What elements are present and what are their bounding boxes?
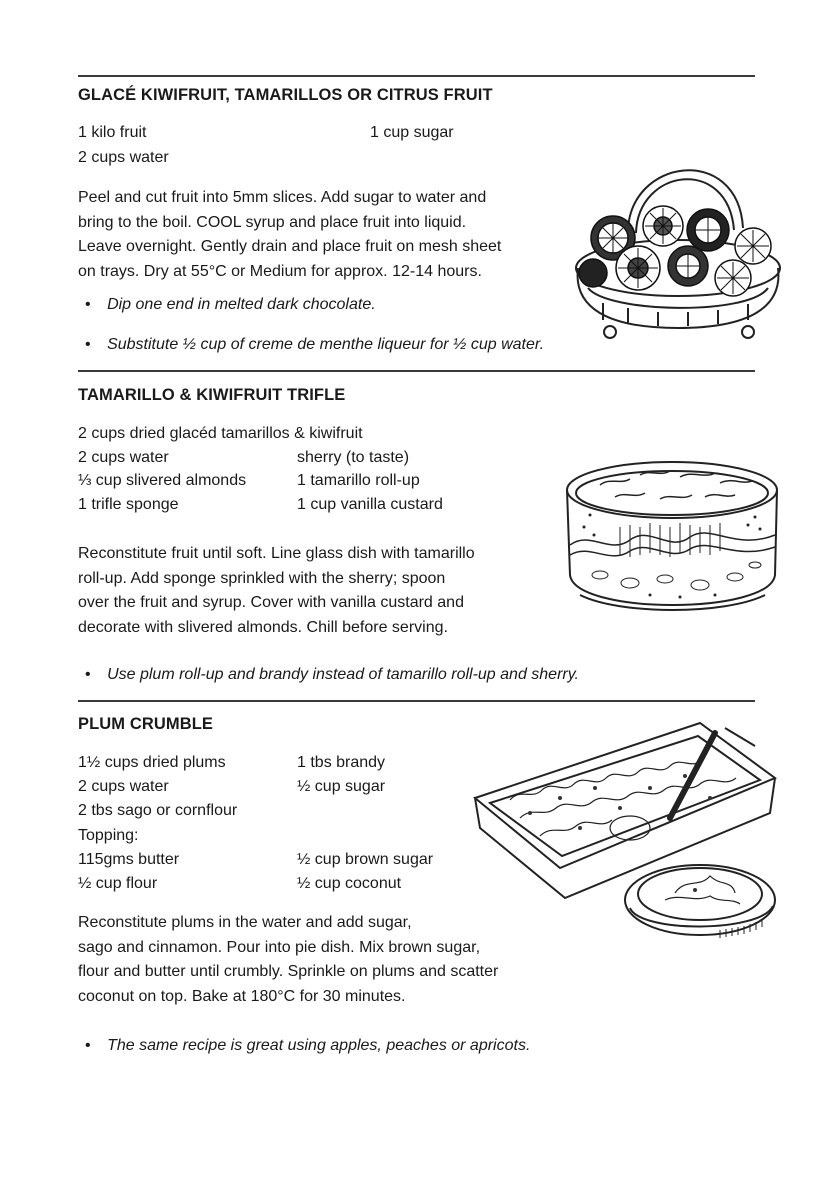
ingredient: sherry (to taste) <box>297 449 410 466</box>
ingredient: 2 cups dried glacéd tamarillos & kiwifruit <box>78 425 363 442</box>
ingredient-subheading: Topping: <box>78 827 139 844</box>
ingredient: 1 cup sugar <box>370 124 454 141</box>
tip-item: • Use plum roll-up and brandy instead of tamarillo roll-up and sherry. <box>85 666 579 683</box>
ingredient: ½ cup brown sugar <box>297 851 434 868</box>
ingredient: ½ cup sugar <box>297 778 386 795</box>
tip-item: • Substitute ½ cup of creme de menthe liqueur for ½ cup water. <box>85 336 545 353</box>
crumble-dish-illustration <box>470 718 790 940</box>
method-text: Reconstitute plums in the water and add sugar, sago and cinnamon. Pour into pie dish. Mix brown sugar, flour and butter until crumbly. Sprinkle on plums and scatter coconut on top. Bake at 180°C for 30 minutes. <box>78 914 499 1005</box>
fruit-basket-illustration <box>568 138 788 348</box>
ingredient: ⅓ cup slivered almonds <box>78 472 247 489</box>
section-divider <box>78 370 755 372</box>
ingredient: 2 tbs sago or cornflour <box>78 802 238 819</box>
method-text: Peel and cut fruit into 5mm slices. Add sugar to water and bring to the boil. COOL syrup and place fruit into liquid. Leave overnight. Gently drain and place fruit on mesh sheet on trays. Dry at 55°C or Medium for approx. 12-14 hours. <box>78 189 502 280</box>
ingredient: 1 cup vanilla custard <box>297 496 443 513</box>
recipe-title: TAMARILLO & KIWIFRUIT TRIFLE <box>78 386 346 404</box>
recipe-title: PLUM CRUMBLE <box>78 715 214 733</box>
ingredient: 2 cups water <box>78 449 169 466</box>
recipe-title: GLACÉ KIWIFRUIT, TAMARILLOS OR CITRUS FRUIT <box>78 86 493 104</box>
ingredient: 1 tbs brandy <box>297 754 386 771</box>
ingredient: 1 tamarillo roll-up <box>297 472 420 489</box>
ingredient: ½ cup coconut <box>297 875 402 892</box>
ingredient: 115gms butter <box>78 851 180 868</box>
tip-item: • Dip one end in melted dark chocolate. <box>85 296 376 313</box>
ingredient: 2 cups water <box>78 778 169 795</box>
section-divider <box>78 75 755 77</box>
ingredient: ½ cup flour <box>78 875 158 892</box>
trifle-bowl-illustration <box>560 455 785 625</box>
section-divider <box>78 700 755 702</box>
ingredient: 2 cups water <box>78 149 169 166</box>
ingredient: 1½ cups dried plums <box>78 754 226 771</box>
ingredient: 1 kilo fruit <box>78 124 147 141</box>
ingredient: 1 trifle sponge <box>78 496 179 513</box>
method-text: Reconstitute fruit until soft. Line glass dish with tamarillo roll-up. Add sponge sprinkled with the sherry; spoon over the fruit and syrup. Cover with vanilla custard and decorate with slivered almonds. Chill before serving. <box>78 545 475 636</box>
tip-item: • The same recipe is great using apples, peaches or apricots. <box>85 1037 531 1054</box>
